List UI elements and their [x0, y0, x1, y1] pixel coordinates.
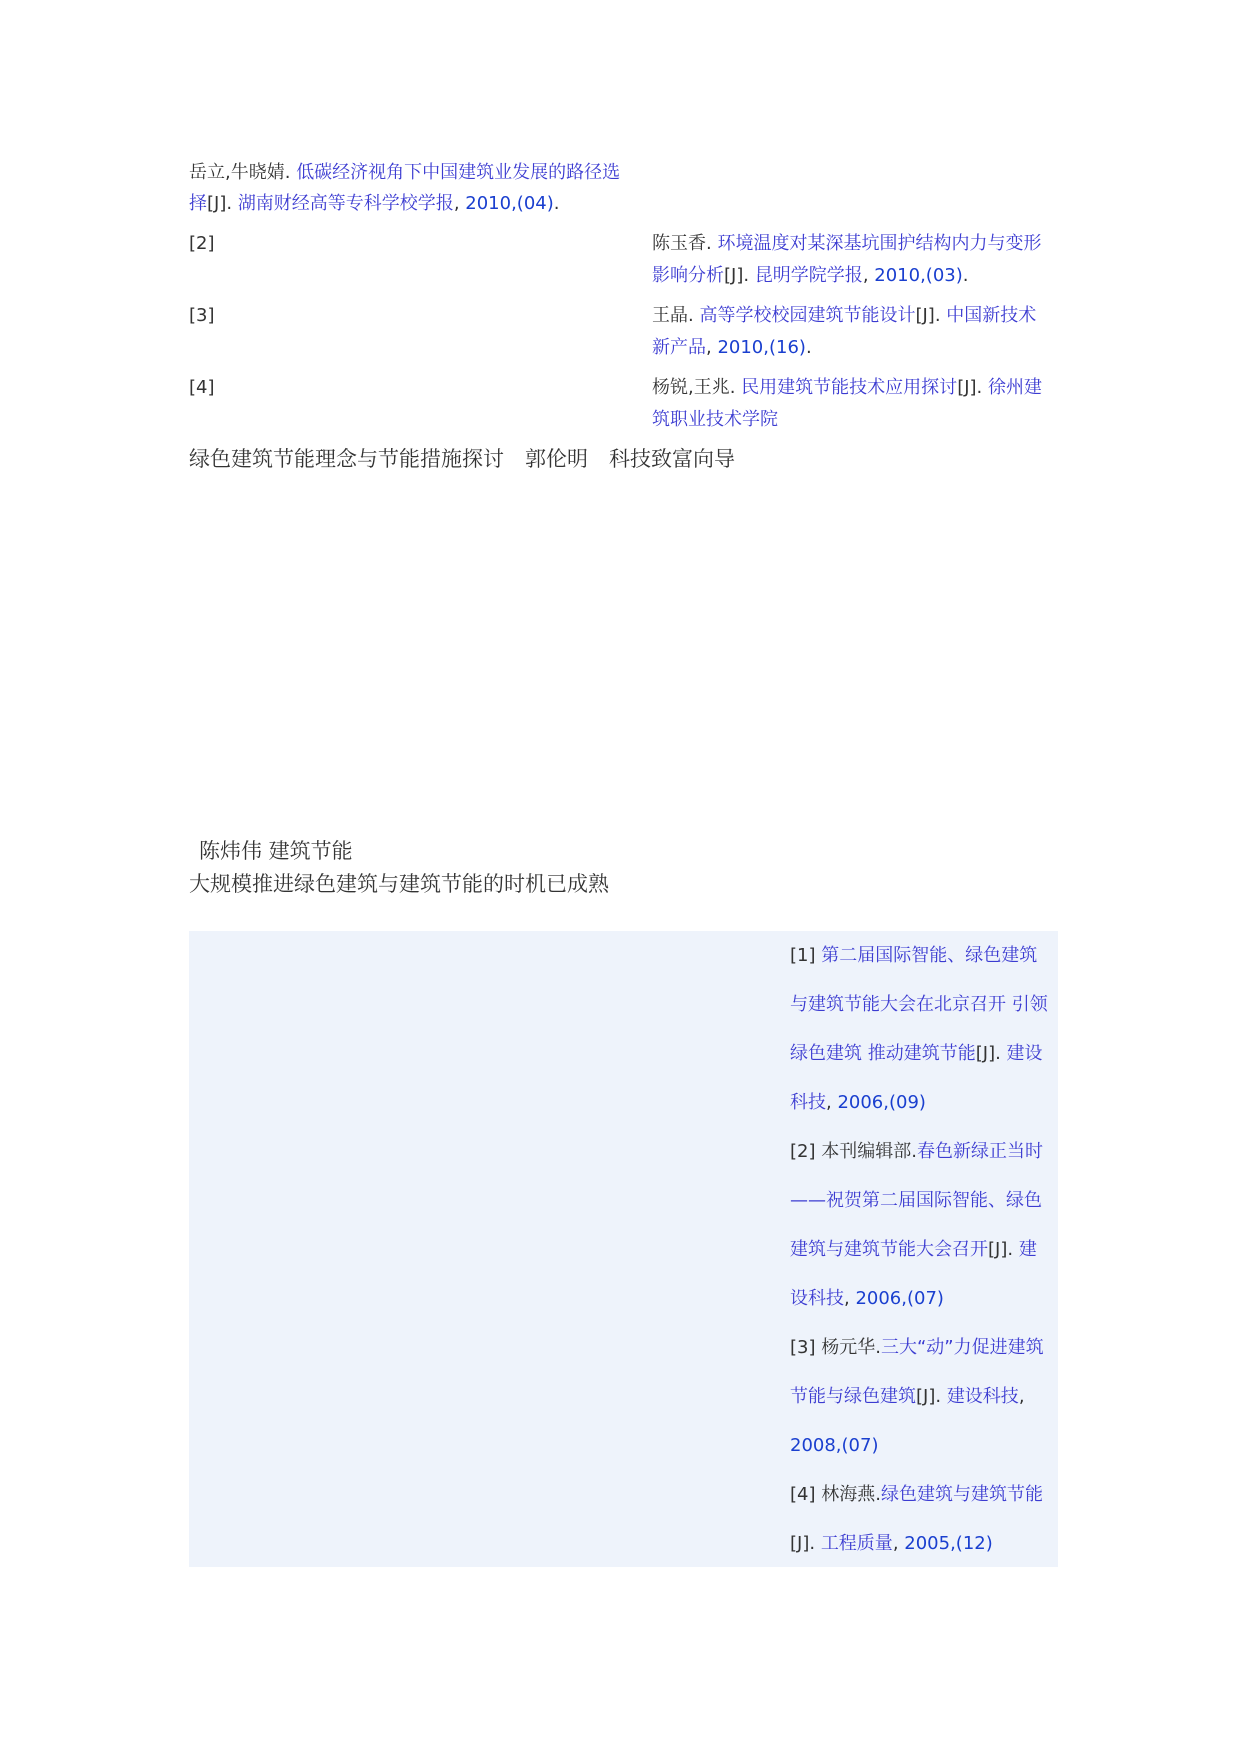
ref4-line2: [652, 404, 778, 436]
panel-ref2-year-link[interactable]: 2006,(07): [855, 1288, 944, 1309]
ref3-journal-link[interactable]: 中国新技术: [946, 305, 1037, 326]
ref1-author: 岳立,牛晓婧: [189, 162, 285, 183]
ref4-journal-link[interactable]: 徐州建: [988, 377, 1042, 398]
panel-ref2-line4: 设科技, 2006,(07): [790, 1288, 944, 1309]
panel-ref3-number: [3]: [790, 1337, 816, 1358]
panel-ref3-line1: [3] 杨元华.三大“动”力促进建筑: [790, 1337, 1044, 1358]
panel-ref2-number: [2]: [790, 1141, 816, 1162]
ref4-author: 杨锐,王兆: [652, 377, 730, 398]
panel-ref3-year-link[interactable]: 2008,(07): [790, 1435, 879, 1456]
ref3-journal-end-link[interactable]: 新产品: [652, 337, 706, 358]
panel-ref4-author: 林海燕: [821, 1484, 876, 1505]
ref4-type: [J]: [957, 377, 977, 398]
ref3-title-link[interactable]: 高等学校校园建筑节能设计: [699, 305, 916, 326]
article-byline-2: 陈炜伟 建筑节能: [199, 839, 353, 863]
panel-ref2-line3: 建筑与建筑节能大会召开[J]. 建: [790, 1239, 1037, 1260]
ref3-year-link[interactable]: 2010,(16): [717, 337, 806, 358]
ref3-line1: 王晶. 高等学校校园建筑节能设计[J]. 中国新技术: [652, 305, 1037, 326]
ref1-journal-link[interactable]: 湖南财经高等专科学校学报: [237, 193, 454, 214]
ref1-year-link[interactable]: 2010,(04): [465, 193, 554, 214]
panel-ref4-line1: [4] 林海燕.绿色建筑与建筑节能: [790, 1484, 1043, 1505]
panel-ref2-title-cont-link[interactable]: ——祝贺第二届国际智能、绿色: [790, 1190, 1042, 1211]
panel-ref1-title-link[interactable]: 第二届国际智能、绿色建筑: [821, 945, 1038, 966]
panel-ref4-journal-link[interactable]: 工程质量: [820, 1533, 893, 1554]
ref2-line2: 影响分析[J]. 昆明学院学报, 2010,(03).: [652, 265, 969, 286]
ref2-journal-link[interactable]: 昆明学院学报: [754, 265, 863, 286]
panel-ref2-journal-link[interactable]: 建: [1018, 1239, 1037, 1260]
panel-ref2-line1: [2] 本刊编辑部.春色新绿正当时: [790, 1141, 1043, 1162]
ref1-line2: 择[J]. 湖南财经高等专科学校学报, 2010,(04).: [189, 193, 560, 214]
ref3-type: [J]: [915, 305, 935, 326]
panel-ref2-journal-end-link[interactable]: 设科技: [790, 1288, 844, 1309]
panel-ref1-line4: 科技, 2006,(09): [790, 1092, 926, 1113]
panel-ref2-type: [J]: [988, 1239, 1008, 1260]
panel-ref4-title-link[interactable]: 绿色建筑与建筑节能: [880, 1484, 1043, 1505]
panel-ref1-journal-link[interactable]: 建设: [1006, 1043, 1043, 1064]
article-headline-2: 大规模推进绿色建筑与建筑节能的时机已成熟: [189, 872, 609, 896]
ref2-line1: 陈玉香. 环境温度对某深基坑围护结构内力与变形: [652, 233, 1042, 254]
article-headline-1: 绿色建筑节能理念与节能措施探讨 郭伦明 科技致富向导: [189, 447, 735, 471]
ref2-title-link[interactable]: 环境温度对某深基坑围护结构内力与变形: [717, 233, 1042, 254]
panel-ref1-line2: [790, 989, 1058, 1021]
ref3-author: 王晶: [652, 305, 688, 326]
panel-ref2-line2: [790, 1185, 1058, 1217]
panel-ref4-year-link[interactable]: 2005,(12): [904, 1533, 993, 1554]
panel-ref1-year-link[interactable]: 2006,(09): [837, 1092, 926, 1113]
panel-ref3-line2: 节能与绿色建筑[J]. 建设科技,: [790, 1386, 1025, 1407]
ref4-number: [4]: [189, 377, 215, 398]
panel-ref3-journal-link[interactable]: 建设科技: [946, 1386, 1019, 1407]
panel-ref1-title-cont-link[interactable]: 与建筑节能大会在北京召开 引领: [790, 994, 1048, 1015]
ref2-year-link[interactable]: 2010,(03): [874, 265, 963, 286]
ref4-title-link[interactable]: 民用建筑节能技术应用探讨: [741, 377, 958, 398]
panel-ref3-line3: [790, 1430, 1058, 1462]
panel-ref1-line3: 绿色建筑 推动建筑节能[J]. 建设: [790, 1043, 1043, 1064]
panel-ref3-title-end-link[interactable]: 节能与绿色建筑: [790, 1386, 916, 1407]
panel-ref4-number: [4]: [790, 1484, 816, 1505]
panel-ref3-author: 杨元华: [821, 1337, 876, 1358]
ref1-type: [J]: [207, 193, 227, 214]
ref2-author: 陈玉香: [652, 233, 706, 254]
ref2-number: [2]: [189, 233, 215, 254]
ref2-type: [J]: [724, 265, 744, 286]
panel-ref4-line2: [J]. 工程质量, 2005,(12): [790, 1533, 993, 1554]
ref1-title-end-link[interactable]: 择: [189, 193, 207, 214]
panel-ref2-title-end-link[interactable]: 建筑与建筑节能大会召开: [790, 1239, 988, 1260]
ref4-journal-end-link[interactable]: 筑职业技术学院: [652, 409, 778, 430]
panel-ref1-number: [1]: [790, 945, 816, 966]
ref2-title-end-link[interactable]: 影响分析: [652, 265, 724, 286]
ref3-line2: 新产品, 2010,(16).: [652, 337, 812, 358]
ref1-line1: 岳立,牛晓婧. 低碳经济视角下中国建筑业发展的路径选: [189, 162, 621, 183]
panel-ref2-title-link[interactable]: 春色新绿正当时: [916, 1141, 1043, 1162]
panel-ref1-title-end-link[interactable]: 绿色建筑 推动建筑节能: [790, 1043, 976, 1064]
ref3-number: [3]: [189, 305, 215, 326]
panel-ref1-journal-end-link[interactable]: 科技: [790, 1092, 826, 1113]
panel-ref3-title-link[interactable]: 三大“动”力促进建筑: [880, 1337, 1044, 1358]
panel-ref4-type: [J]: [790, 1533, 810, 1554]
panel-ref2-author: 本刊编辑部: [821, 1141, 912, 1162]
ref1-title-link[interactable]: 低碳经济视角下中国建筑业发展的路径选: [296, 162, 621, 183]
panel-ref3-type: [J]: [916, 1386, 936, 1407]
panel-ref1-line1: [790, 940, 1058, 972]
ref4-line1: 杨锐,王兆. 民用建筑节能技术应用探讨[J]. 徐州建: [652, 377, 1042, 398]
panel-ref1-type: [J]: [975, 1043, 996, 1064]
